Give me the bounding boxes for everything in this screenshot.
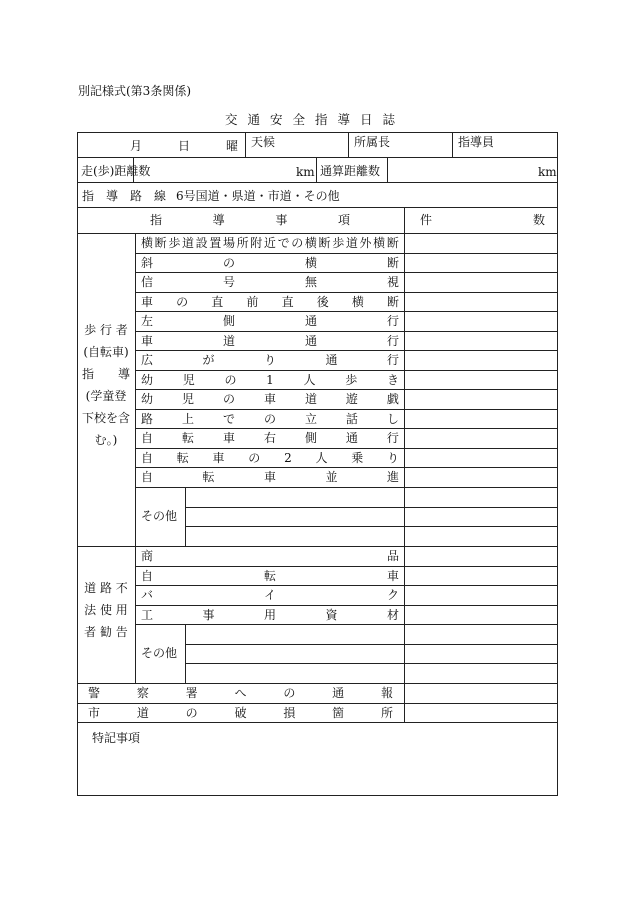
char: 通: [304, 334, 317, 348]
char: 資: [325, 608, 338, 622]
instructor-field[interactable]: [453, 150, 556, 156]
road-item: [141, 589, 399, 601]
pedestrian-group-label: (学童登: [85, 389, 127, 403]
chief-field[interactable]: [349, 150, 451, 156]
char: 立: [304, 412, 317, 426]
table-border-left: [77, 132, 78, 796]
char: 号: [222, 275, 235, 289]
char: 導: [105, 189, 118, 203]
pedestrian-item: [141, 296, 399, 308]
char: り: [386, 451, 399, 465]
pedestrian-group-label: 指 導: [81, 367, 130, 381]
char: 事: [275, 213, 288, 227]
pedestrian-count-field[interactable]: [406, 411, 555, 428]
char: の: [283, 686, 296, 700]
road-item: [141, 609, 399, 621]
km-unit: km: [538, 165, 557, 179]
char: 横: [373, 236, 386, 250]
char: 通: [345, 431, 358, 445]
table-rule: [135, 448, 558, 449]
route-value: 6号国道・県道・市道・その他: [176, 189, 340, 203]
char: 行: [386, 334, 399, 348]
char: 横: [351, 295, 364, 309]
weather-field[interactable]: [246, 150, 346, 156]
char: 転: [176, 451, 189, 465]
remarks-field[interactable]: [79, 750, 555, 793]
table-rule: [135, 605, 558, 606]
road-count-field[interactable]: [406, 587, 555, 604]
char: 通: [304, 314, 317, 328]
walk-distance-field[interactable]: [135, 160, 295, 180]
char: の: [222, 256, 235, 270]
char: 歩: [332, 236, 345, 250]
char: 児: [181, 392, 194, 406]
pedestrian-item: [141, 276, 399, 288]
table-rule: [135, 585, 558, 586]
pedestrian-group-label: む。): [94, 433, 118, 447]
char: ク: [386, 588, 399, 602]
pedestrian-count-field[interactable]: [406, 255, 555, 272]
char: 路: [141, 412, 154, 426]
pedestrian-group-label: 下校を含: [81, 411, 130, 425]
road-group-label: 者 勧 告: [84, 625, 128, 639]
table-rule: [77, 132, 558, 133]
char: 人: [315, 451, 328, 465]
table-rule: [185, 624, 186, 684]
char: 車: [141, 295, 154, 309]
char: 進: [386, 470, 399, 484]
char: 用: [263, 608, 276, 622]
char: 側: [304, 431, 317, 445]
char: 行: [386, 353, 399, 367]
char: き: [386, 373, 399, 387]
char: 車: [141, 334, 154, 348]
char: 車: [212, 451, 225, 465]
table-rule: [77, 233, 558, 234]
char: 並: [325, 470, 338, 484]
char: 断: [154, 236, 167, 250]
char: の: [248, 451, 261, 465]
char: 左: [141, 314, 154, 328]
bottom-row-label: [88, 707, 393, 719]
char: 斜: [141, 256, 154, 270]
items-column-header: [150, 214, 350, 226]
char: 2: [284, 451, 292, 465]
table-rule: [185, 663, 558, 664]
char: 察: [136, 686, 149, 700]
char: 人: [303, 373, 316, 387]
char: 工: [141, 608, 154, 622]
pedestrian-item: [141, 374, 399, 386]
bottom-count-field[interactable]: [406, 685, 555, 702]
char: 1: [266, 373, 274, 387]
table-rule: [135, 331, 558, 332]
char: 歩: [168, 236, 181, 250]
char: 直: [281, 295, 294, 309]
pedestrian-item: [141, 335, 399, 347]
table-rule: [135, 409, 558, 410]
char: 側: [222, 314, 235, 328]
char: イ: [263, 588, 276, 602]
table-border-right: [557, 132, 558, 796]
total-distance-field[interactable]: [389, 160, 534, 180]
total-distance-label: 通算距離数: [320, 164, 381, 178]
char: 幼: [141, 373, 154, 387]
table-rule: [135, 624, 558, 625]
char: 所: [236, 236, 249, 250]
table-rule: [135, 428, 558, 429]
table-rule: [77, 703, 558, 704]
char: 乗: [351, 451, 364, 465]
char: の: [224, 373, 237, 387]
char: 断: [386, 295, 399, 309]
table-rule: [387, 157, 388, 183]
road-item: [141, 550, 399, 562]
char: 警: [88, 686, 101, 700]
instructor-label: 指導員: [458, 135, 495, 149]
table-rule: [404, 207, 405, 723]
char: 転: [202, 470, 215, 484]
road-count-field[interactable]: [406, 548, 555, 565]
table-rule: [185, 526, 558, 527]
char: 車: [263, 392, 276, 406]
char: 通: [325, 353, 338, 367]
char: 転: [263, 569, 276, 583]
table-rule: [135, 566, 558, 567]
char: 市: [88, 706, 101, 720]
char: 道: [345, 236, 358, 250]
table-rule: [316, 157, 317, 183]
char: 車: [222, 431, 235, 445]
pedestrian-count-field[interactable]: [406, 372, 555, 389]
bottom-row-label: [88, 687, 393, 699]
char: 断: [386, 256, 399, 270]
char: の: [263, 412, 276, 426]
char: 項: [337, 213, 350, 227]
road-group-label: 法 使 用: [84, 603, 128, 617]
table-rule: [185, 507, 558, 508]
char: へ: [234, 686, 247, 700]
char: 附: [250, 236, 263, 250]
road-count-field[interactable]: [406, 607, 555, 624]
pedestrian-count-field[interactable]: [406, 235, 555, 252]
bottom-count-field[interactable]: [406, 705, 555, 722]
char: 事: [202, 608, 215, 622]
char: 署: [185, 686, 198, 700]
road-group-label: 道 路 不: [84, 581, 128, 595]
char: 指: [150, 213, 163, 227]
table-rule: [185, 487, 186, 547]
char: 右: [263, 431, 276, 445]
char: 視: [386, 275, 399, 289]
char: 箇: [332, 706, 345, 720]
pedestrian-item: [141, 393, 399, 405]
char: 通: [332, 686, 345, 700]
pedestrian-count-field[interactable]: [406, 352, 555, 369]
char: 車: [263, 470, 276, 484]
char: 行: [386, 431, 399, 445]
char: 所: [380, 706, 393, 720]
char: 行: [386, 314, 399, 328]
month-label: 月: [130, 139, 143, 153]
pedestrian-group-label: (自転車): [83, 345, 129, 359]
table-rule: [135, 253, 558, 254]
char: 上: [181, 412, 194, 426]
pedestrian-count-field[interactable]: [406, 294, 555, 311]
char: 話: [345, 412, 358, 426]
table-rule: [77, 157, 558, 158]
form-title: 交通安全指導日誌: [224, 112, 405, 127]
char: 歩: [345, 373, 358, 387]
pedestrian-count-field[interactable]: [406, 274, 555, 291]
char: 直: [211, 295, 224, 309]
pedestrian-item: [141, 354, 399, 366]
char: 車: [386, 569, 399, 583]
pedestrian-item: [141, 315, 399, 327]
char: 指: [82, 189, 95, 203]
char: バ: [141, 588, 154, 602]
char: で: [222, 412, 235, 426]
char: 道: [304, 392, 317, 406]
char: 商: [141, 549, 154, 563]
char: 無: [304, 275, 317, 289]
char: 品: [386, 549, 399, 563]
char: 置: [209, 236, 222, 250]
char: 後: [316, 295, 329, 309]
road-count-field[interactable]: [406, 568, 555, 585]
char: 横: [141, 236, 154, 250]
char: 導: [212, 213, 225, 227]
table-rule: [135, 233, 136, 684]
char: 損: [283, 706, 296, 720]
char: 材: [386, 608, 399, 622]
char: 戯: [386, 392, 399, 406]
pedestrian-group-label: 歩 行 者: [84, 323, 128, 337]
char: 道: [222, 334, 235, 348]
char: 場: [222, 236, 235, 250]
char: 自: [141, 451, 154, 465]
char: 前: [246, 295, 259, 309]
weekday-label: 曜: [226, 139, 239, 153]
pedestrian-item: [141, 471, 399, 483]
table-rule: [77, 546, 558, 547]
char: 断: [318, 236, 331, 250]
remarks-label: 特記事項: [92, 731, 141, 745]
char: 近: [263, 236, 276, 250]
table-rule: [77, 683, 558, 684]
pedestrian-item: [141, 237, 399, 249]
table-rule: [135, 370, 558, 371]
char: 広: [141, 353, 154, 367]
pedestrian-item: [141, 452, 399, 464]
char: の: [222, 392, 235, 406]
char: の: [176, 295, 189, 309]
char: 破: [234, 706, 247, 720]
table-rule: [135, 467, 558, 468]
char: 数: [532, 213, 545, 227]
pedestrian-count-field[interactable]: [406, 430, 555, 447]
char: 児: [182, 373, 195, 387]
pedestrian-other-label: その他: [141, 509, 178, 523]
road-other-label: その他: [141, 646, 178, 660]
pedestrian-count-field[interactable]: [406, 391, 555, 408]
table-rule: [135, 487, 558, 488]
char: 報: [380, 686, 393, 700]
char: 件: [420, 213, 433, 227]
char: 設: [195, 236, 208, 250]
table-rule: [77, 207, 558, 208]
char: 自: [141, 569, 154, 583]
pedestrian-count-field[interactable]: [406, 313, 555, 330]
char: し: [386, 412, 399, 426]
table-rule: [77, 182, 558, 183]
table-rule: [77, 722, 558, 723]
char: が: [202, 353, 215, 367]
char: 自: [141, 470, 154, 484]
km-unit: km: [296, 165, 315, 179]
table-rule: [135, 350, 558, 351]
walk-distance-label: 走(歩)距離数: [81, 164, 151, 178]
route-label: [82, 190, 166, 202]
weather-label: 天候: [251, 135, 276, 149]
char: 遊: [345, 392, 358, 406]
char: 転: [181, 431, 194, 445]
char: り: [263, 353, 276, 367]
table-rule: [135, 272, 558, 273]
road-item: [141, 570, 399, 582]
pedestrian-item: [141, 257, 399, 269]
char: 線: [153, 189, 166, 203]
pedestrian-item: [141, 432, 399, 444]
pedestrian-count-field[interactable]: [406, 469, 555, 486]
chief-label: 所属長: [354, 135, 391, 149]
form-header: 別記様式(第3条関係): [78, 84, 191, 98]
pedestrian-count-field[interactable]: [406, 333, 555, 350]
char: 断: [386, 236, 399, 250]
char: 横: [304, 256, 317, 270]
table-rule: [135, 311, 558, 312]
char: 幼: [141, 392, 154, 406]
char: 横: [304, 236, 317, 250]
char: 外: [359, 236, 372, 250]
table-rule: [135, 389, 558, 390]
char: 自: [141, 431, 154, 445]
table-rule: [135, 292, 558, 293]
day-label: 日: [178, 139, 191, 153]
table-rule: [77, 795, 558, 796]
char: 道: [181, 236, 194, 250]
char: で: [277, 236, 290, 250]
pedestrian-item: [141, 413, 399, 425]
char: の: [185, 706, 198, 720]
pedestrian-count-field[interactable]: [406, 450, 555, 467]
char: 道: [136, 706, 149, 720]
table-rule: [185, 644, 558, 645]
char: 信: [141, 275, 154, 289]
char: 路: [129, 189, 142, 203]
count-column-header: [420, 214, 545, 226]
char: の: [291, 236, 304, 250]
